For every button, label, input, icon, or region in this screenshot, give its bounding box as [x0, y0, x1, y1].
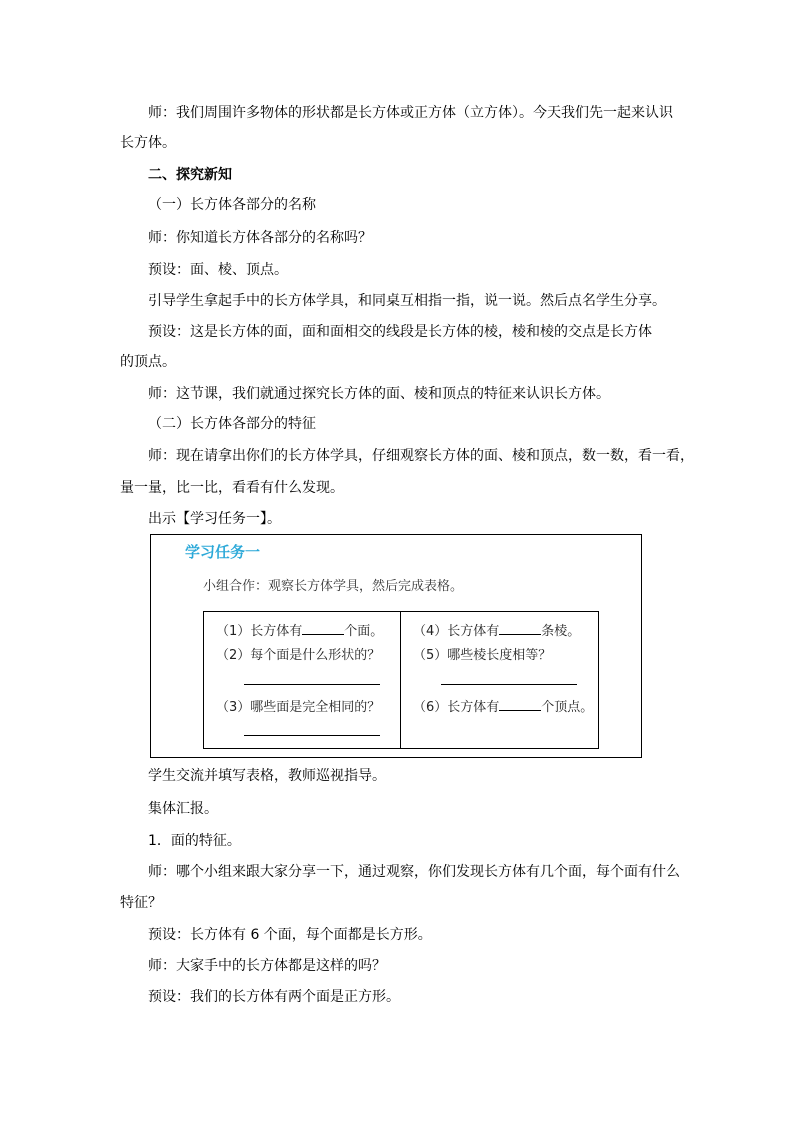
- p12-line2: 特征？: [120, 895, 162, 911]
- question-2: （2）每个面是什么形状的？: [216, 648, 381, 663]
- question-5: （5）哪些棱长度相等？: [413, 648, 552, 663]
- question-3-answer-line[interactable]: [244, 735, 380, 736]
- p2: 师：你知道长方体各部分的名称吗？: [148, 230, 372, 246]
- section-heading-2: 二、探究新知: [148, 167, 232, 183]
- subheading-2: （二）长方体各部分的特征: [148, 416, 316, 432]
- p7-line2: 量一量，比一比，看看有什么发现。: [120, 480, 344, 496]
- task-intro: 小组合作：观察长方体学具，然后完成表格。: [203, 579, 464, 594]
- p13: 预设：长方体有 6 个面，每个面都是长方形。: [148, 927, 432, 943]
- question-4: [413, 620, 580, 639]
- question-4-blank[interactable]: [499, 622, 541, 635]
- p7-line1: 师：现在请拿出你们的长方体学具，仔细观察长方体的面、棱和顶点，数一数，看一看，: [148, 448, 694, 464]
- p1-line1: 师：我们周围许多物体的形状都是长方体或正方体（立方体）。今天我们先一起来认识: [148, 105, 673, 121]
- p6: 师：这节课，我们就通过探究长方体的面、棱和顶点的特征来认识长方体。: [148, 386, 610, 402]
- question-1-prefix: （1）长方体有: [216, 624, 303, 639]
- task-col-left: [204, 612, 401, 748]
- p5-line1: 预设：这是长方体的面，面和面相交的线段是长方体的棱，棱和棱的交点是长方体: [148, 324, 652, 340]
- learning-task-box: [150, 534, 642, 758]
- p3: 预设：面、棱、顶点。: [148, 262, 288, 278]
- p1-line2: 长方体。: [120, 135, 176, 151]
- question-5-answer-line[interactable]: [441, 684, 577, 685]
- p12-line1: 师：哪个小组来跟大家分享一下，通过观察，你们发现长方体有几个面，每个面有什么: [148, 864, 680, 880]
- p11: 1．面的特征。: [148, 833, 241, 849]
- subheading-1: （一）长方体各部分的名称: [148, 197, 316, 213]
- question-6-blank[interactable]: [499, 698, 541, 711]
- p15: 预设：我们的长方体有两个面是正方形。: [148, 989, 400, 1005]
- question-6-prefix: （6）长方体有: [413, 700, 500, 715]
- p4: 引导学生拿起手中的长方体学具，和同桌互相指一指，说一说。然后点名学生分享。: [148, 293, 666, 309]
- task-col-right: [401, 612, 598, 748]
- p8: 出示【学习任务一】。: [148, 511, 281, 527]
- question-1-suffix: 个面。: [344, 624, 384, 639]
- question-1: [216, 620, 383, 639]
- task-table: [203, 611, 599, 749]
- p14: 师：大家手中的长方体都是这样的吗？: [148, 958, 386, 974]
- question-6: [413, 696, 593, 715]
- question-2-answer-line[interactable]: [244, 684, 380, 685]
- question-4-prefix: （4）长方体有: [413, 624, 500, 639]
- question-3: （3）哪些面是完全相同的？: [216, 700, 381, 715]
- p10: 集体汇报。: [148, 801, 218, 817]
- p5-line2: 的顶点。: [120, 354, 176, 370]
- question-1-blank[interactable]: [302, 622, 344, 635]
- p9: 学生交流并填写表格，教师巡视指导。: [148, 768, 386, 784]
- task-title: 学习任务一: [185, 543, 261, 561]
- question-4-suffix: 条棱。: [541, 624, 581, 639]
- question-6-suffix: 个顶点。: [541, 700, 594, 715]
